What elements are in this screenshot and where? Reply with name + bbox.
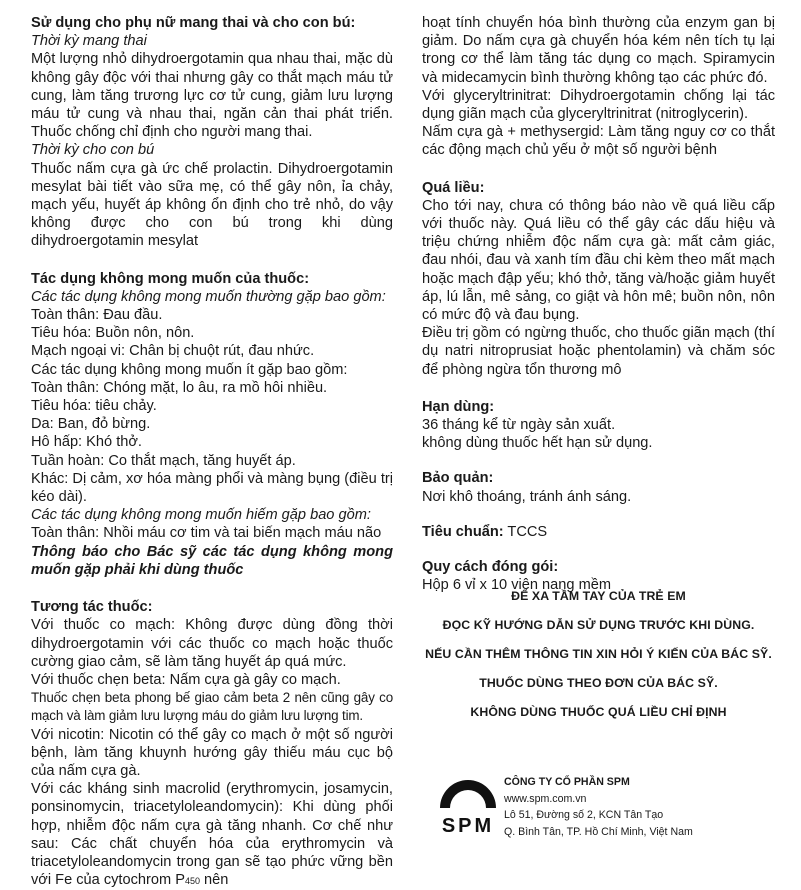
overdose-text: Cho tới nay, chưa có thông báo nào về quá liều cấp với thuốc này. Quá liều có thể gây các dấu hiệu và triệu chứng nhiễm độc nấm cựa gà: mất cảm giác, đau nhói, đau và xanh tím đầu chi kèm theo mất mạch hoặc mạch đập yếu; khó thở, tăng và/hoặc giảm huyết áp, lú lẫn, mê sảng, co giật và hôn mê; buồn nôn, nôn có mức độ và đau bụng. (422, 197, 775, 324)
left-column (31, 14, 393, 890)
interaction-macrolid-text: Với các kháng sinh macrolid (erythromycin, josamycin, ponsinomycin, triacetyloleandomycin): Khi dùng phối hợp, nhiễm độc nấm cựa gà tăng nhanh. Cơ chế như sau: Các chất chuyển hóa của erythromycin và triacetyloleandomycin trong gan sẽ tạo phức vững bền với Fe của cytochrom P (31, 781, 393, 889)
standard-heading: Tiêu chuẩn: (422, 523, 504, 540)
uncommon-effect-item: Tuần hoàn: Co thắt mạch, tăng huyết áp. (31, 452, 296, 469)
interactions-heading: Tương tác thuốc: (31, 599, 153, 616)
uncommon-effects-intro: Các tác dụng không mong muốn ít gặp bao gồm: (31, 361, 348, 378)
spm-logo (432, 774, 512, 836)
cytochrom-subscript: 450 (184, 876, 200, 887)
standard-line (422, 523, 775, 541)
right-column (422, 14, 775, 594)
common-effects-intro: Các tác dụng không mong muốn thường gặp bao gồm: (31, 288, 386, 305)
logo-text: SPM (441, 815, 495, 836)
interaction-vasoconstrictor: Với thuốc co mạch: Không được dùng đồng thời dihydroergotamin với các thuốc co mạch hoặc thuốc cường giao cảm, sẽ làm tăng huyết áp quá mức. (31, 617, 393, 670)
interaction-nicotin: Với nicotin: Nicotin có thể gây co mạch ở một số người bệnh, làm tăng khuynh hướng gây thiếu máu cục bộ của nấm cựa gà. (31, 726, 393, 779)
storage-text: Nơi khô thoáng, tránh ánh sáng. (422, 488, 632, 505)
uncommon-effect-item: Khác: Dị cảm, xơ hóa màng phổi và màng bụng (điều trị kéo dài). (31, 470, 393, 506)
warning-line: KHÔNG DÙNG THUỐC QUÁ LIỀU CHỈ ĐỊNH (470, 705, 727, 719)
lactation-text: Thuốc nấm cựa gà ức chế prolactin. Dihydroergotamin mesylat bài tiết vào sữa mẹ, có thể gây nôn, ỉa chảy, mạch yếu, huyết áp không ổn định cho trẻ nhỏ, do vậy không được cho con bú trong khi dùng dihydroergotamin mesylat (31, 160, 393, 250)
interaction-macrolid-end: nên (199, 872, 229, 889)
expiry-heading: Hạn dùng: (422, 398, 495, 415)
warning-line: THUỐC DÙNG THEO ĐƠN CỦA BÁC SỸ. (479, 676, 718, 690)
company-block (432, 770, 772, 840)
uncommon-effect-item: Tiêu hóa: tiêu chảy. (31, 398, 157, 415)
common-effect-item: Mạch ngoại vi: Chân bị chuột rút, đau nhức. (31, 343, 315, 360)
logo-arc (440, 780, 496, 808)
interaction-beta-detail: Thuốc chẹn beta phong bế giao cảm beta 2 nên cũng gây co mạch và làm giảm lưu lượng máu do giảm lưu lượng tim. (31, 690, 393, 724)
pregnancy-text: Một lượng nhỏ dihydroergotamin qua nhau thai, mặc dù không gây độc với thai nhưng gây co thắt mạch máu tử cung, làm tăng trương lực cơ tử cung, giảm lưu lượng máu tử cung và nhau thai, ngăn cản thai phát triển. Thuốc chống chỉ định cho người mang thai. (31, 51, 393, 141)
rare-effect-item: Toàn thân: Nhồi máu cơ tim và tai biến mạch máu não (31, 525, 382, 542)
packing-text: Hộp 6 vỉ x 10 viên nang mềm (422, 577, 612, 594)
company-address: Q. Bình Tân, TP. Hồ Chí Minh, Việt Nam (504, 825, 693, 838)
pregnancy-subheading: Thời kỳ mang thai (31, 33, 147, 50)
packing-heading: Quy cách đóng gói: (422, 559, 559, 576)
warning-line: NẾU CẦN THÊM THÔNG TIN XIN HỎI Ý KIẾN CỦA BÁC SỸ. (425, 647, 772, 661)
pregnancy-heading: Sử dụng cho phụ nữ mang thai và cho con bú: (31, 15, 356, 31)
expiry-line: không dùng thuốc hết hạn sử dụng. (422, 435, 653, 452)
interaction-macrolid (31, 780, 393, 890)
interaction-glyceryltrinitrat: Với glyceryltrinitrat: Dihydroergotamin chống lại tác dụng giãn mạch của glyceryltrinitrat (nitroglycerin). (422, 87, 775, 123)
warning-block (422, 582, 775, 727)
common-effect-item: Tiêu hóa: Buồn nôn, nôn. (31, 325, 195, 342)
rare-effects-intro: Các tác dụng không mong muốn hiếm gặp bao gồm: (31, 507, 371, 524)
overdose-treatment: Điều trị gồm có ngừng thuốc, cho thuốc giãn mạch (thí dụ natri nitroprusiat hoặc phentolamin) và chăm sóc để phòng ngừa tổn thương mô (422, 325, 775, 378)
notify-doctor-note: Thông báo cho Bác sỹ các tác dụng không mong muốn gặp phải khi dùng thuốc (31, 543, 393, 578)
uncommon-effect-item: Toàn thân: Chóng mặt, lo âu, ra mồ hôi nhiều. (31, 379, 328, 396)
uncommon-effect-item: Da: Ban, đỏ bừng. (31, 416, 151, 433)
interaction-macrolid-continued: hoạt tính chuyển hóa bình thường của enzym gan bị giảm. Do nấm cựa gà chuyển hóa kém nên tích tụ lại trong cơ thể làm tăng tác dụng co mạch. Spiramycin và midecamycin bình thường không tạo các phức đó. (422, 15, 775, 86)
storage-heading: Bảo quản: (422, 470, 494, 487)
overdose-heading: Quá liều: (422, 179, 485, 196)
warning-line: ĐỂ XA TẦM TAY CỦA TRẺ EM (511, 589, 686, 603)
company-website: www.spm.com.vn (504, 792, 587, 805)
company-address: Lô 51, Đường số 2, KCN Tân Tạo (504, 809, 664, 821)
warning-line: ĐỌC KỸ HƯỚNG DẪN SỬ DỤNG TRƯỚC KHI DÙNG. (442, 618, 755, 632)
standard-value: TCCS (503, 523, 548, 540)
company-name: CÔNG TY CỔ PHẦN SPM (504, 776, 630, 788)
interaction-beta-blocker: Với thuốc chẹn beta: Nấm cựa gà gây co mạch. (31, 671, 341, 688)
lactation-subheading: Thời kỳ cho con bú (31, 142, 155, 159)
expiry-line: 36 tháng kể từ ngày sản xuất. (422, 417, 616, 434)
uncommon-effect-item: Hô hấp: Khó thở. (31, 434, 142, 451)
common-effect-item: Toàn thân: Đau đầu. (31, 307, 163, 324)
side-effects-heading: Tác dụng không mong muốn của thuốc: (31, 270, 310, 287)
interaction-methysergid: Nấm cựa gà + methysergid: Làm tăng nguy cơ co thắt các động mạch chủ yếu ở một số người bệnh (422, 124, 775, 159)
company-info (504, 774, 693, 840)
